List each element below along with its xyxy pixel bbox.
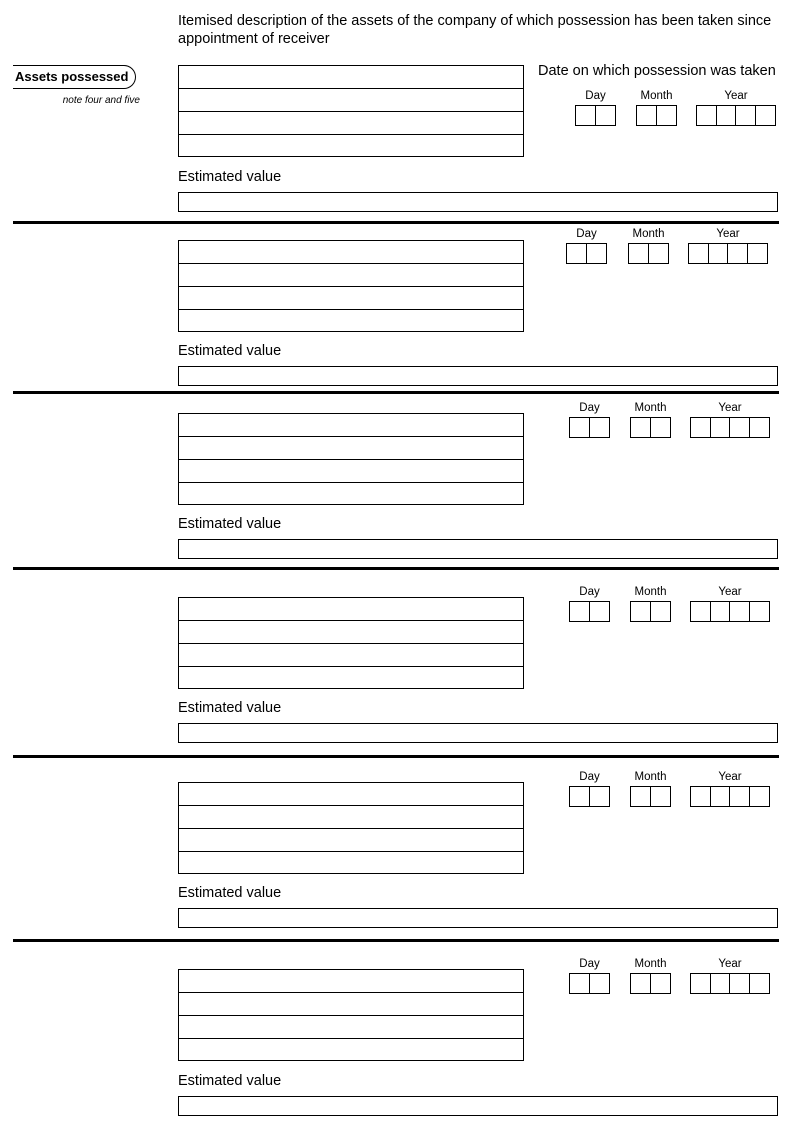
month-boxes[interactable] (628, 243, 669, 264)
month-boxes[interactable] (630, 601, 671, 622)
day-digit-box[interactable] (570, 787, 590, 806)
asset-description-box (178, 65, 524, 157)
asset-description-line[interactable] (179, 644, 523, 667)
month-boxes[interactable] (630, 786, 671, 807)
month-digit-box[interactable] (657, 106, 677, 125)
year-digit-box[interactable] (730, 974, 750, 993)
day-digit-box[interactable] (570, 974, 590, 993)
estimated-value-label: Estimated value (178, 700, 282, 716)
day-label: Day (576, 228, 597, 240)
year-label: Year (716, 228, 740, 240)
estimated-value-label: Estimated value (178, 516, 282, 532)
asset-description-line[interactable] (179, 460, 523, 483)
month-digit-box[interactable] (651, 787, 671, 806)
asset-description-line[interactable] (179, 621, 523, 644)
month-digit-box[interactable] (637, 106, 657, 125)
month-label: Month (632, 228, 665, 240)
asset-description-line[interactable] (179, 112, 523, 135)
asset-description-line[interactable] (179, 598, 523, 621)
year-digit-box[interactable] (717, 106, 737, 125)
year-digit-box[interactable] (750, 602, 770, 621)
asset-description-line[interactable] (179, 970, 523, 993)
month-label: Month (634, 402, 667, 414)
asset-description-line[interactable] (179, 1016, 523, 1039)
month-digit-box[interactable] (631, 418, 651, 437)
estimated-value-label: Estimated value (178, 885, 282, 901)
year-digit-box[interactable] (736, 106, 756, 125)
asset-description-box (178, 413, 524, 505)
day-digit-box[interactable] (576, 106, 596, 125)
year-boxes[interactable] (690, 601, 770, 622)
asset-description-line[interactable] (179, 310, 523, 332)
asset-description-box (178, 782, 524, 874)
day-boxes[interactable] (569, 417, 610, 438)
day-boxes[interactable] (566, 243, 607, 264)
month-digit-box[interactable] (649, 244, 669, 263)
day-boxes[interactable] (569, 601, 610, 622)
year-digit-box[interactable] (691, 602, 711, 621)
year-label: Year (718, 586, 742, 598)
asset-description-line[interactable] (179, 829, 523, 852)
day-label: Day (579, 958, 600, 970)
day-label: Day (579, 402, 600, 414)
year-digit-box[interactable] (691, 418, 711, 437)
asset-description-line[interactable] (179, 241, 523, 264)
asset-description-line[interactable] (179, 89, 523, 112)
day-label: Day (585, 90, 606, 102)
day-digit-box[interactable] (590, 974, 610, 993)
year-digit-box[interactable] (728, 244, 748, 263)
year-boxes[interactable] (696, 105, 776, 126)
year-digit-box[interactable] (730, 787, 750, 806)
year-digit-box[interactable] (711, 974, 731, 993)
section-divider (13, 391, 779, 394)
year-boxes[interactable] (688, 243, 768, 264)
month-boxes[interactable] (630, 973, 671, 994)
asset-description-line[interactable] (179, 993, 523, 1016)
asset-description-line[interactable] (179, 437, 523, 460)
month-digit-box[interactable] (631, 787, 651, 806)
day-digit-box[interactable] (596, 106, 616, 125)
year-label: Year (724, 90, 748, 102)
day-boxes[interactable] (569, 786, 610, 807)
year-digit-box[interactable] (711, 787, 731, 806)
asset-description-line[interactable] (179, 287, 523, 310)
year-label: Year (718, 958, 742, 970)
year-digit-box[interactable] (711, 602, 731, 621)
asset-description-line[interactable] (179, 414, 523, 437)
month-digit-box[interactable] (651, 974, 671, 993)
date-heading: Date on which possession was taken (538, 63, 776, 79)
year-boxes[interactable] (690, 417, 770, 438)
estimated-value-field[interactable] (178, 366, 778, 386)
month-digit-box[interactable] (651, 602, 671, 621)
section-divider (13, 567, 779, 570)
year-digit-box[interactable] (750, 418, 770, 437)
asset-description-box (178, 240, 524, 332)
day-digit-box[interactable] (567, 244, 587, 263)
day-digit-box[interactable] (570, 602, 590, 621)
month-label: Month (634, 771, 667, 783)
month-digit-box[interactable] (651, 418, 671, 437)
section-divider (13, 755, 779, 758)
day-label: Day (579, 586, 600, 598)
year-digit-box[interactable] (730, 602, 750, 621)
estimated-value-field[interactable] (178, 1096, 778, 1116)
year-digit-box[interactable] (750, 787, 770, 806)
month-label: Month (640, 90, 673, 102)
estimated-value-label: Estimated value (178, 343, 282, 359)
asset-description-line[interactable] (179, 1039, 523, 1061)
asset-description-line[interactable] (179, 483, 523, 505)
year-digit-box[interactable] (709, 244, 729, 263)
day-digit-box[interactable] (587, 244, 607, 263)
day-digit-box[interactable] (590, 602, 610, 621)
section-divider (13, 939, 779, 942)
estimated-value-field[interactable] (178, 192, 778, 212)
year-digit-box[interactable] (689, 244, 709, 263)
asset-description-box (178, 597, 524, 689)
day-label: Day (579, 771, 600, 783)
note-reference: note four and five (62, 95, 140, 106)
day-boxes[interactable] (569, 973, 610, 994)
estimated-value-field[interactable] (178, 723, 778, 743)
month-digit-box[interactable] (631, 602, 651, 621)
month-boxes[interactable] (636, 105, 677, 126)
estimated-value-field[interactable] (178, 908, 778, 928)
asset-description-line[interactable] (179, 135, 523, 157)
year-label: Year (718, 402, 742, 414)
asset-description-line[interactable] (179, 806, 523, 829)
asset-description-line[interactable] (179, 852, 523, 874)
year-boxes[interactable] (690, 973, 770, 994)
section-divider (13, 221, 779, 224)
year-boxes[interactable] (690, 786, 770, 807)
assets-possessed-tab: Assets possessed (13, 65, 136, 89)
month-digit-box[interactable] (631, 974, 651, 993)
month-digit-box[interactable] (629, 244, 649, 263)
estimated-value-field[interactable] (178, 539, 778, 559)
asset-description-line[interactable] (179, 667, 523, 689)
month-label: Month (634, 586, 667, 598)
year-digit-box[interactable] (748, 244, 768, 263)
day-digit-box[interactable] (590, 787, 610, 806)
asset-description-line[interactable] (179, 783, 523, 806)
year-digit-box[interactable] (711, 418, 731, 437)
day-digit-box[interactable] (570, 418, 590, 437)
estimated-value-label: Estimated value (178, 1073, 282, 1089)
intro-text: Itemised description of the assets of the company of which possession has been taken since appointment of receiver (178, 13, 772, 47)
estimated-value-label: Estimated value (178, 169, 282, 185)
year-digit-box[interactable] (691, 787, 711, 806)
month-label: Month (634, 958, 667, 970)
day-digit-box[interactable] (590, 418, 610, 437)
year-digit-box[interactable] (730, 418, 750, 437)
year-digit-box[interactable] (691, 974, 711, 993)
asset-description-line[interactable] (179, 66, 523, 89)
month-boxes[interactable] (630, 417, 671, 438)
year-digit-box[interactable] (756, 106, 776, 125)
asset-description-box (178, 969, 524, 1061)
asset-description-line[interactable] (179, 264, 523, 287)
year-digit-box[interactable] (697, 106, 717, 125)
year-digit-box[interactable] (750, 974, 770, 993)
year-label: Year (718, 771, 742, 783)
day-boxes[interactable] (575, 105, 616, 126)
